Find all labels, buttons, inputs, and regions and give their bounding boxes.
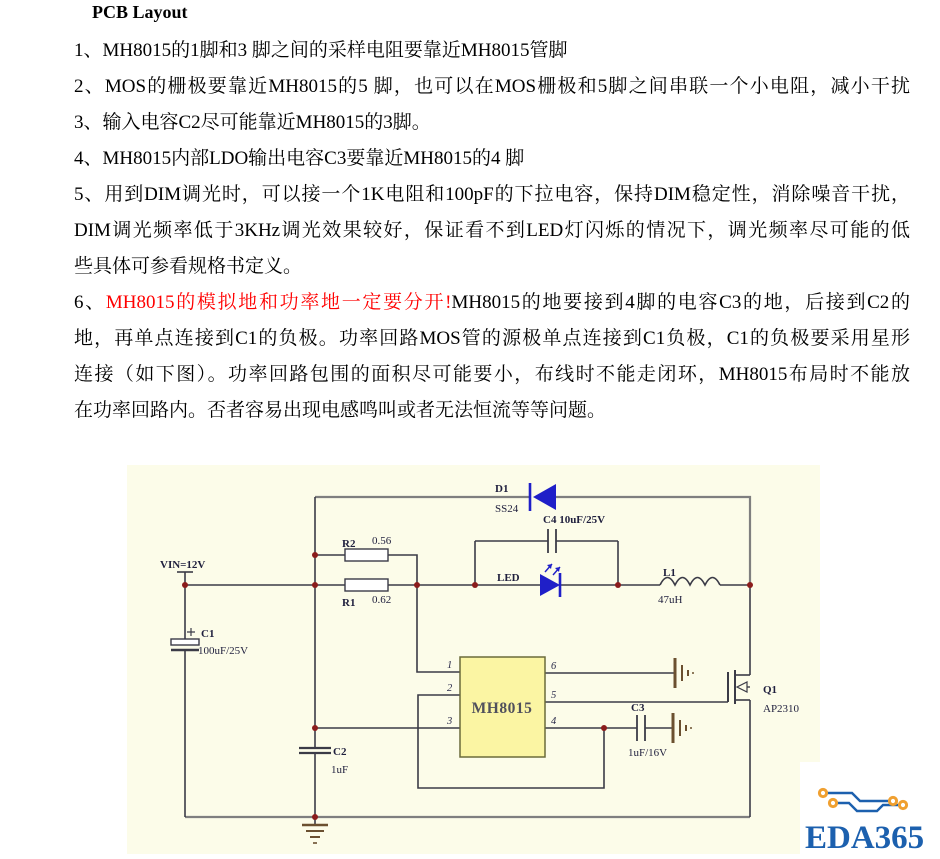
note-line-2: 2、MOS的栅极要靠近MH8015的5 脚，也可以在MOS栅极和5脚之间串联一个小电阻，减小干扰	[74, 76, 910, 97]
note-line-1: 1、MH8015的1脚和3 脚之间的采样电阻要靠近MH8015管脚	[74, 40, 568, 61]
ground-symbol-pin6	[675, 658, 694, 688]
note-6-number: 6、	[74, 292, 106, 313]
note-line-4: 4、MH8015内部LDO输出电容C3要靠近MH8015的4 脚	[74, 148, 525, 169]
c3-ref-label: C3	[631, 702, 645, 714]
note-6-rest: MH8015的地要接到4脚的电容C3的地，后接到C2的	[451, 292, 910, 313]
note-line-6a	[74, 285, 910, 321]
q1-value-label: AP2310	[763, 703, 800, 715]
vin-label: VIN=12V	[160, 559, 206, 571]
pin-6-label: 6	[551, 661, 557, 672]
d1-ref-label: D1	[495, 483, 509, 495]
note-line-3: 3、输入电容C2尽可能靠近MH8015的3脚。	[74, 112, 431, 133]
r1-ref-label: R1	[342, 597, 356, 609]
note-line-6d: 在功率回路内。否者容易出现电感鸣叫或者无法恒流等等问题。	[74, 400, 607, 421]
pin-3-label: 3	[447, 716, 453, 727]
diode-d1-symbol	[530, 483, 556, 511]
ground-symbol-c3	[673, 713, 692, 743]
c3-value-label: 1uF/16V	[628, 747, 668, 759]
c2-ref-label: C2	[333, 746, 347, 758]
pin-2-label: 2	[447, 683, 453, 694]
c1-value-label: 100uF/25V	[198, 645, 249, 657]
capacitor-c3-symbol	[637, 715, 645, 741]
pcb-notes	[74, 33, 910, 429]
r2-value-label: 0.56	[372, 535, 392, 547]
note-line-5c: 些具体可参看规格书定义。	[74, 256, 303, 277]
led-label: LED	[497, 572, 520, 584]
ic-mh8015	[460, 657, 545, 757]
c4-label: C4 10uF/25V	[543, 514, 606, 526]
r2-ref-label: R2	[342, 538, 356, 550]
note-line-6c: 连接（如下图）。功率回路包围的面积尽可能要小，布线时不能走闭环，MH8015布局时不能放	[74, 364, 910, 385]
eda365-logo	[800, 762, 940, 854]
resistor-r2-symbol	[345, 549, 388, 561]
page-title: PCB Layout	[92, 2, 188, 22]
d1-value-label: SS24	[495, 503, 519, 515]
pin-1-label: 1	[447, 660, 453, 671]
note-6-warning-text: MH8015的模拟地和功率地一定要分开!	[105, 292, 452, 313]
note-line-6b: 地，再单点连接到C1的负极。功率回路MOS管的源极单点连接到C1负极，C1的负极要采用星形	[74, 328, 910, 349]
c1-ref-label: C1	[201, 628, 215, 640]
q1-ref-label: Q1	[763, 684, 778, 696]
r1-value-label: 0.62	[372, 594, 392, 606]
pin-4-label: 4	[551, 716, 557, 727]
led-symbol	[540, 564, 560, 597]
note-line-5b: DIM调光频率低于3KHz调光效果较好，保证看不到LED灯闪烁的情况下，调光频率尽可能的低	[74, 220, 910, 241]
resistor-r1-symbol	[345, 579, 388, 591]
ic-name-label: MH8015	[471, 700, 533, 717]
capacitor-c4-symbol	[548, 529, 556, 553]
ground-symbol-bottom	[302, 825, 328, 843]
note-line-5a: 5、用到DIM调光时，可以接一个1K电阻和100pF的下拉电容，保持DIM稳定性，消除噪音干扰，	[74, 184, 910, 205]
pin-5-label: 5	[551, 690, 557, 701]
mosfet-q1-symbol	[728, 670, 750, 704]
c2-value-label: 1uF	[331, 764, 349, 776]
l1-value-label: 47uH	[658, 594, 683, 606]
capacitor-c2-symbol	[299, 748, 331, 753]
logo-text: EDA365	[805, 820, 925, 854]
circuit-schematic	[127, 465, 820, 854]
l1-ref-label: L1	[663, 567, 676, 579]
